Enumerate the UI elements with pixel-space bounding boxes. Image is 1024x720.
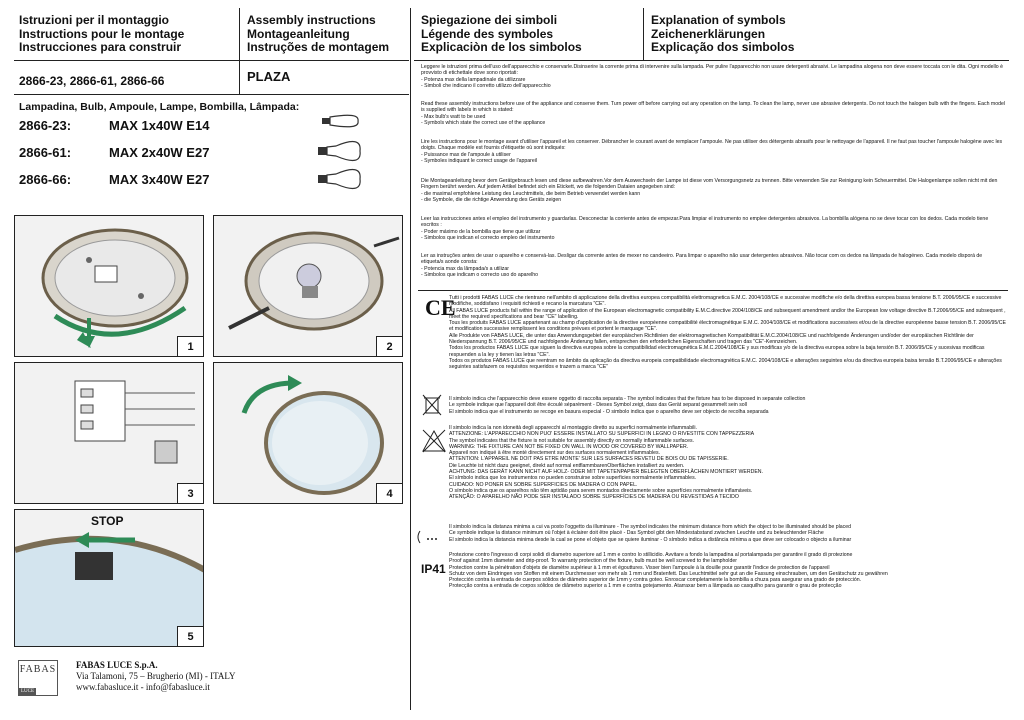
text-line: O símbolo indica que os aparelhos não têm aptidão para serem montados directamente sobre superfícies normalmente inflamáveis. xyxy=(449,487,753,494)
header-right2-line: Explicação dos simbolos xyxy=(651,40,795,54)
intro-block xyxy=(421,178,1006,203)
lamp-row xyxy=(19,145,209,160)
bulb-icon xyxy=(316,137,364,165)
candle-bulb-icon xyxy=(320,110,364,132)
lamp-model: 2866-61: xyxy=(19,145,72,160)
lamp-spec: MAX 2x40W E27 xyxy=(109,145,210,160)
fabas-logo xyxy=(18,660,58,696)
text-line: - Poder máximo de la bombilla que tiene que utilizar xyxy=(421,228,541,235)
text-line: Alle Produkte von FABAS LUCE, die unter das Anwendungsgebiet der europäischen Richtlinien der elektromagnetischen Kompatibilität E.M.C.2004/108/CE und nachfolgende Änderungen und/oder der europäischen Richtlinie der Niederspannung B.T. 2006/95/CE und nachfolgende Änderung fallen, entsprechen den erforderlichen Eigenschaften und tragen das "CE"-Kennzeichen. xyxy=(449,332,974,346)
text-line: Le symbole indique que l'appareil doit être écoulé séparément - Dieses Symbol zeigt, dass das Gerät separat gesammelt sein soll xyxy=(449,402,747,409)
text-line: Tutti i prodotti FABAS LUCE che rientrano nell'ambito di applicazione della direttiva europea compatibilità elettromagnetica E.M.C. 2004/108/CE e successive modifiche e/o della direttiva europea bassa tensione B.T. 2006/95/CE e successive modifiche, soddisfano i requisiti richiesti e recano la marcatura "CE". xyxy=(449,295,1002,308)
company-address: Via Talamoni, 75 – Brugherio (MI) - ITALY xyxy=(76,671,236,681)
step-panel-1 xyxy=(14,215,204,357)
models-rule xyxy=(14,94,409,95)
logo-text: FABAS xyxy=(19,664,57,675)
text-line: Tous les produits FABAS LUCE appartenant au champ d'application de la directive européenne compatibilité électromagnétique E.M.C. 2004/108/CE et modifications successives et/ou de la directive européenne basse tension B.T. 2006/95/CE et modification successive remplissent les conditions prévues et portent le marquage "CE". xyxy=(449,320,1006,333)
text-line: ATENÇÃO: O APARELHO NÃO PODE SER INSTALADO SOBRE SUPERFÍCIES DE MADEIRA OU REVESTIDAS A TECIDO xyxy=(449,494,739,501)
text-line: - Potenza max della lampadinale da utilizzare xyxy=(421,76,526,83)
text-line: Appareil non indiqué à être monté directement sur des surfaces normalement inflammables. xyxy=(449,450,661,457)
min-distance-icon xyxy=(416,530,442,544)
header-divider-left xyxy=(239,8,240,94)
product-name: PLAZA xyxy=(247,69,291,84)
company-name: FABAS LUCE S.p.A. xyxy=(76,660,158,670)
header-divider-right xyxy=(643,8,644,60)
header-right1-line: Explicaciòn de los simbolos xyxy=(421,40,582,54)
company-info xyxy=(76,660,236,693)
text-line: Todos os produtos FABAS LUCE que reentram no âmbito da aplicação da directiva europeia compatibilidade electromagnética E.M.C. 2004/108/CE e alterações seguintes e/ou da directiva europeia baixa tensão B.T.2006/95/CE e alterações seguintes satisfazem os requisitos requeridos e trazem a marca "CE" xyxy=(449,357,1002,371)
step-panel-3 xyxy=(14,362,204,504)
ip-block xyxy=(449,552,1009,590)
bulb-install-illustration xyxy=(214,216,403,357)
wiring-illustration xyxy=(15,363,204,504)
header-mid xyxy=(247,14,389,55)
text-line: - Max bulb's watt to be used xyxy=(421,113,486,120)
text-line: Todos los productos FABAS LUCE que siguen la directiva europea sobre la compatibilidad electromagnética E.M.C.2004/108/CE y sus modificas y/o de la directiva europea sobre la baja tensión B.T. 2006/95/CE y sucesivas modificas respuenden a la ley y tienen las letras "CE". xyxy=(449,345,985,358)
text-line: WARNING: THE FIXTURE CAN NOT BE FIXED ON WALL IN WOOD OR COVERED BY WALLPAPER. xyxy=(449,443,689,450)
header-rule xyxy=(14,60,409,61)
text-line: All FABAS LUCE products fall within the range of application of the European electromagnetic compatibility E.M.C.directive 2004/108/CE and subsequent amendment and/or the European low voltage directive B.T.2006/95/CE and subsequent , meet the required specifications and bear "CE" labelling. xyxy=(449,307,1006,320)
lamp-model: 2866-66: xyxy=(19,172,72,187)
step-number: 2 xyxy=(376,336,402,356)
ip-rating: IP41 xyxy=(421,562,446,576)
header-left-line: Instrucciones para construir xyxy=(19,40,182,54)
lamp-spec: MAX 3x40W E27 xyxy=(109,172,210,187)
model-codes: 2866-23, 2866-61, 2866-66 xyxy=(19,74,165,88)
text-line: El símbolo indica que los instrumentos no pueden construirse sobre superficies normalmente inflammables. xyxy=(449,475,697,482)
text-line: Ler as instruções antes de usar o aparelho e conservá-las. Desligar da corrente antes de mexer no candeeiro. Para limpar o aparelho não usar detergentes abrasivos. Não tocar com os dedos na lâmpada de halogéneo. Cada modelo disporá de etiqueta/s aonde consta: xyxy=(421,253,983,266)
text-line: Protezione contro l'ingresso di corpi solidi di diametro superiore ad 1 mm e contro lo stillicidio. Avvitare a fondo la lampadina al portalampada per garantire il grado di protezione xyxy=(449,552,853,558)
text-line: Protecção contra a entrada de corpos sólidos de diâmetro superior a 1 mm e contra gotejamento. Atarraxar bem a lâmpada ao casquilho para garantir o grau de protecção xyxy=(449,583,842,590)
header-right1-line: Légende des symboles xyxy=(421,26,554,41)
text-line: Die Leuchte ist nicht dazu geeignet, direkt auf normal entflammbarenOberflächen installiert zu werden. xyxy=(449,462,685,469)
header-mid-line: Instruções de montagem xyxy=(247,40,390,54)
text-line: Il simbolo indica che l'apparecchio deve essere oggetto di raccolta separata - The symbol indicates that the fixture has to be disposed in separate collection xyxy=(449,396,806,402)
diffuser-illustration xyxy=(214,363,403,504)
bulb-icon xyxy=(316,165,364,193)
intro-block xyxy=(421,253,1006,278)
header-left xyxy=(19,14,184,55)
intro-block xyxy=(421,139,1006,164)
text-line: - die maximal empfohlene Leistung des Leuchtmittels, die beim Betrieb verwendet werden kann xyxy=(421,190,641,197)
wood-block xyxy=(449,425,1009,501)
header-right1 xyxy=(421,14,582,55)
logo-sub: LUCE xyxy=(21,689,35,694)
header-right2-line: Zeichenerklärungen xyxy=(651,26,766,41)
header-right1-line: Spiegazione dei simboli xyxy=(421,13,558,27)
text-line: CUIDADO: NO PONER EN SOBRE SUPERFICIES DE MADERA O CON PAPEL. xyxy=(449,481,638,488)
company-web: www.fabasluce.it - info@fabasluce.it xyxy=(76,682,210,692)
step-panel-2 xyxy=(213,215,403,357)
text-line: ACHTUNG: DAS GERÄT KANN NICHT AUF HOLZ- ODER MIT TAPETENPAPIER BELEGTEN OBERFLÄCHEN MONTIERT WERDEN. xyxy=(449,469,763,476)
text-line: - Simbolos que indican el correcto empleo del instrumento xyxy=(421,234,555,241)
stop-illustration xyxy=(15,510,204,647)
section-rule xyxy=(418,290,1008,291)
step-panel-5 xyxy=(14,509,204,647)
lamp-model: 2866-23: xyxy=(19,118,72,133)
text-line: - Symbols which state the correct use of the appliance xyxy=(421,119,546,126)
text-line: The symbol indicates that the fixture is not suitable for assembly directly on normally inflammable surfaces. xyxy=(449,437,695,444)
step-panel-4 xyxy=(213,362,403,504)
text-line: Il simbolo indica la distanza minima a cui va posto l'oggetto da illuminare - The symbol indicates the minimum distance from which the object to be illuminated should be placed xyxy=(449,524,851,530)
header-left-line: Istruzioni per il montaggio xyxy=(19,13,169,27)
step-number: 1 xyxy=(177,336,203,356)
text-line: Protection contre la pénétration d'objets de diamètre supérieur à 1 mm et égouttures. Visser bien l'ampoule à la douille pour garantir l'indice de protection de l'appareil xyxy=(449,564,830,571)
header-mid-line: Assembly instructions xyxy=(247,13,376,27)
text-line: - Simbolos que indicam o correcto uso do aparelho xyxy=(421,271,539,278)
step-number: 4 xyxy=(376,483,402,503)
header-right2-line: Explanation of symbols xyxy=(651,13,786,27)
lamp-base-illustration xyxy=(15,216,204,357)
text-line: - die Symbole, die die richtige Anwendung des Geräts zeigen xyxy=(421,196,562,203)
text-line: Read these assembly instructions before use of the appliance and conserve them. Turn power off before carrying out any operation on the lamp. To clean the lamp, never use abrasive detergents. Do not touch the halogen bulb with the fingers. Each model is supplied with labels in which is stated: xyxy=(421,101,1006,114)
step-number: 5 xyxy=(177,626,203,646)
bulb-title: Lampadina, Bulb, Ampoule, Lampe, Bombilla, Lâmpada: xyxy=(19,101,300,113)
text-line: - Symboles indiquant le correct usage de l'appareil xyxy=(421,157,538,164)
header-mid-line: Montageanleitung xyxy=(247,26,350,41)
text-line: Leer las instrucciones antes el empleo del instrumento y guardarlas. Desconectar la corriente antes de empezar.Para limpiar el instrumento no emplee detergentes abrasivos. La bombilla alógena no se deve tocar con los dedos. Cada modelo tiene escritos : xyxy=(421,216,989,229)
lamp-spec: MAX 1x40W E14 xyxy=(109,118,210,133)
step-number: 3 xyxy=(177,483,203,503)
text-line: ATTENZIONE: L'APPARECCHIO NON PUO' ESSERE INSTALLATO SU SUPERFICI IN LEGNO O RIVESTITE CON TAPPEZZERIA xyxy=(449,431,755,438)
intro-block xyxy=(421,216,1006,241)
stop-label: STOP xyxy=(91,514,124,528)
text-line: ATTENTION: L'APPAREIL NE DOIT PAS ETRE MONTE' SUR LES SURFACES REVETU DE BOIS OU DE TAPISSERIE. xyxy=(449,456,729,463)
text-line: Il simbolo indica la non idoneità degli apparecchi al montaggio diretto su superfici normalmente infiammabili. xyxy=(449,425,697,431)
weee-block xyxy=(449,396,1009,415)
center-divider xyxy=(410,8,411,710)
text-line: El simbolo indica que el instrumento se recoge en basura especial - O simbolo indica que o aparelho deve ser objecto de recolha separada xyxy=(449,408,769,415)
header-right2 xyxy=(651,14,794,55)
lamp-row xyxy=(19,172,209,187)
no-flammable-surface-icon xyxy=(421,428,447,454)
distance-block xyxy=(449,524,1009,543)
text-line: Schutz von dem Eindringen von Stoffen mit einem Durchmesser von mehr als 1 mm und Bratenfett. Das Leuchtmittel sehr gut an die Fassung einschrauben, um den Gerätschutz zu gewähren xyxy=(449,570,888,577)
text-line: El simbolo indica la distancia minima desde la cual se pone el objeto que se quiere iluminar - O símbolo indica a distância mínima a que deve ser colocado o objecto a iluminar xyxy=(449,536,852,543)
ce-mark: CE xyxy=(425,295,456,320)
text-line: Lire les instructions pour le montage avant d'utiliser l'appareil et les conserver. Débrancher le courant avant de remplacer l'ampoule. Ne pas utiliser des détergents abrasifs pour le nettoyage de l'appareil. Il ne faut pas toucher l'ampoule halogène avec les doigts. Chaque modèle est fournis d'étiquette où sont indiqués: xyxy=(421,139,1003,152)
text-line: Ce symbole indique la distance minimum où l'objet à éclairer doit être placé - Das Symbol gibt den Mindestabstand zwischen Leuchte und zu beleuchtender Fläche xyxy=(449,530,824,537)
text-line: - Puissance max de l'ampoule à utiliser xyxy=(421,151,511,158)
text-line: Protección contra la entrada de cuerpos sólidos de diámetro superior de 1mm y contra goteo. Enroscar completamente la bombilla a chuza para asegurar una grado de protección. xyxy=(449,577,862,584)
intro-block xyxy=(421,101,1006,126)
weee-bin-icon xyxy=(421,393,443,417)
intro-block xyxy=(421,64,1006,89)
text-line: Die Montageanleitung bevor dem Gerätgebrauch lesen und diese aufbewahren.Vor dem Auswechseln der Lampe ist diese vom Versorgungsnetz zu trennen. Bitte verwenden Sie zur Reinigung kein Scheuermittel. Die Halogenlampe sollen nicht mit den Fingern berührt werden. Auf jedem Artikel befindet sich ein Etickett, wo die folgenden Dataien angegeben sind: xyxy=(421,178,998,191)
text-line: Proof against 1mm diameter and drip-proof. To warranty protection of the fixture, bulb must be well screwed to the lampholder xyxy=(449,558,737,565)
text-line: - Simboli che indicano il corretto utilizzo dell'apparecchio xyxy=(421,82,551,89)
text-line: - Potencia max da lâmpada/s a utilizar xyxy=(421,265,509,272)
ce-block xyxy=(449,295,1009,371)
lamp-row xyxy=(19,118,209,133)
text-line: Leggere le istruzioni prima dell'uso dell'apparecchio e conservarle.Disinserire la corrente prima di intervenire sulla lampada. Per pulire l'apparecchio non usare detergenti abrasivi. Le lampadina alogena non deve essere toccata con le dita. Ogni modello è provvisto di etichettale dove sono riportati: xyxy=(421,64,1003,77)
header-rule-right xyxy=(414,60,1009,61)
header-left-line: Instructions pour le montage xyxy=(19,26,185,41)
